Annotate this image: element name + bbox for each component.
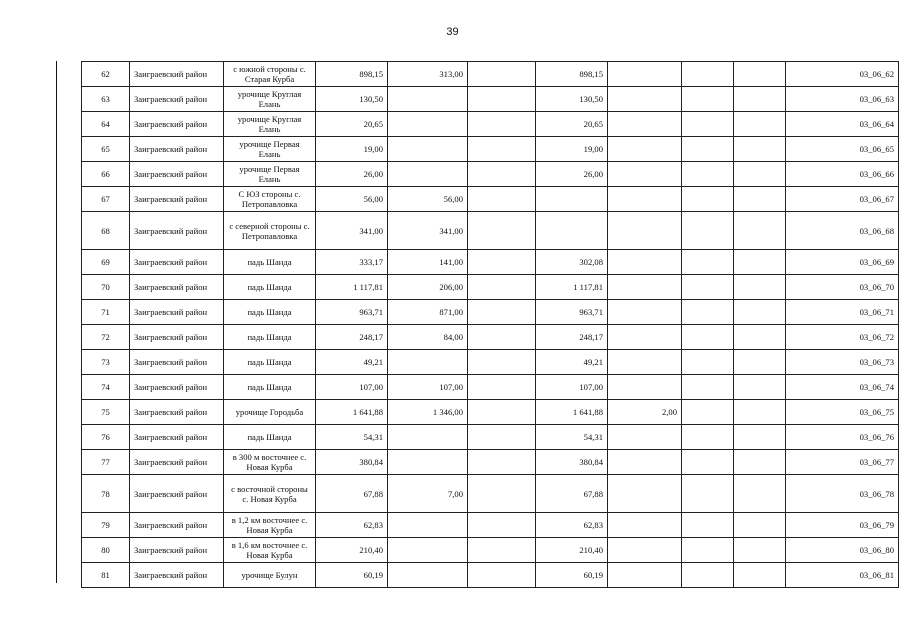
code-cell: 03_06_67 <box>786 187 899 212</box>
row-number-cell: 78 <box>82 475 130 513</box>
area-e-cell <box>608 425 682 450</box>
area-c-cell <box>468 450 536 475</box>
area-b-cell: 206,00 <box>388 275 468 300</box>
location-cell: С ЮЗ стороны с. Петропавловка <box>224 187 316 212</box>
area-b-cell <box>388 538 468 563</box>
table-row <box>82 137 899 162</box>
area-g-cell <box>734 325 786 350</box>
district-cell: Заиграевский район <box>130 250 224 275</box>
area-d-cell: 62,83 <box>536 513 608 538</box>
area-d-cell: 380,84 <box>536 450 608 475</box>
location-cell: в 1,2 км восточнее с. Новая Курба <box>224 513 316 538</box>
area-g-cell <box>734 275 786 300</box>
location-cell: падь Шанда <box>224 350 316 375</box>
area-total-cell: 898,15 <box>316 62 388 87</box>
area-b-cell <box>388 450 468 475</box>
area-d-cell: 19,00 <box>536 137 608 162</box>
area-c-cell <box>468 112 536 137</box>
area-e-cell <box>608 212 682 250</box>
location-cell: падь Шанда <box>224 275 316 300</box>
location-cell: в 1,6 км восточнее с. Новая Курба <box>224 538 316 563</box>
area-c-cell <box>468 212 536 250</box>
code-cell: 03_06_77 <box>786 450 899 475</box>
area-g-cell <box>734 563 786 588</box>
area-b-cell <box>388 112 468 137</box>
area-c-cell <box>468 475 536 513</box>
area-d-cell: 963,71 <box>536 300 608 325</box>
area-total-cell: 49,21 <box>316 350 388 375</box>
table-row <box>82 275 899 300</box>
row-number-cell: 68 <box>82 212 130 250</box>
row-number-cell: 79 <box>82 513 130 538</box>
area-e-cell <box>608 450 682 475</box>
table-row <box>82 87 899 112</box>
district-cell: Заиграевский район <box>130 275 224 300</box>
code-cell: 03_06_69 <box>786 250 899 275</box>
area-b-cell <box>388 162 468 187</box>
area-b-cell <box>388 137 468 162</box>
area-f-cell <box>682 400 734 425</box>
area-b-cell <box>388 350 468 375</box>
district-cell: Заиграевский район <box>130 212 224 250</box>
area-f-cell <box>682 300 734 325</box>
area-g-cell <box>734 350 786 375</box>
area-f-cell <box>682 325 734 350</box>
code-cell: 03_06_78 <box>786 475 899 513</box>
area-c-cell <box>468 425 536 450</box>
area-total-cell: 20,65 <box>316 112 388 137</box>
area-total-cell: 210,40 <box>316 538 388 563</box>
code-cell: 03_06_66 <box>786 162 899 187</box>
area-g-cell <box>734 87 786 112</box>
district-cell: Заиграевский район <box>130 400 224 425</box>
area-b-cell <box>388 87 468 112</box>
area-c-cell <box>468 300 536 325</box>
area-e-cell <box>608 475 682 513</box>
code-cell: 03_06_74 <box>786 375 899 400</box>
area-b-cell: 341,00 <box>388 212 468 250</box>
area-d-cell: 26,00 <box>536 162 608 187</box>
area-total-cell: 963,71 <box>316 300 388 325</box>
table-row <box>82 563 899 588</box>
district-cell: Заиграевский район <box>130 475 224 513</box>
code-cell: 03_06_75 <box>786 400 899 425</box>
code-cell: 03_06_72 <box>786 325 899 350</box>
area-b-cell: 7,00 <box>388 475 468 513</box>
area-b-cell <box>388 513 468 538</box>
location-cell: в 300 м восточнее с. Новая Курба <box>224 450 316 475</box>
area-total-cell: 341,00 <box>316 212 388 250</box>
area-d-cell: 898,15 <box>536 62 608 87</box>
district-cell: Заиграевский район <box>130 137 224 162</box>
location-cell: урочище Первая Елань <box>224 137 316 162</box>
area-total-cell: 107,00 <box>316 375 388 400</box>
area-f-cell <box>682 62 734 87</box>
district-cell: Заиграевский район <box>130 350 224 375</box>
area-b-cell: 141,00 <box>388 250 468 275</box>
code-cell: 03_06_79 <box>786 513 899 538</box>
area-e-cell <box>608 300 682 325</box>
table-row <box>82 425 899 450</box>
area-d-cell: 302,08 <box>536 250 608 275</box>
area-c-cell <box>468 563 536 588</box>
area-e-cell <box>608 62 682 87</box>
table-row <box>82 400 899 425</box>
area-f-cell <box>682 538 734 563</box>
table-row <box>82 538 899 563</box>
area-d-cell: 1 117,81 <box>536 275 608 300</box>
area-total-cell: 67,88 <box>316 475 388 513</box>
area-g-cell <box>734 513 786 538</box>
area-d-cell: 248,17 <box>536 325 608 350</box>
row-number-cell: 70 <box>82 275 130 300</box>
area-e-cell <box>608 87 682 112</box>
area-e-cell <box>608 350 682 375</box>
area-total-cell: 248,17 <box>316 325 388 350</box>
row-number-cell: 64 <box>82 112 130 137</box>
area-g-cell <box>734 425 786 450</box>
district-cell: Заиграевский район <box>130 325 224 350</box>
row-number-cell: 77 <box>82 450 130 475</box>
code-cell: 03_06_71 <box>786 300 899 325</box>
row-number-cell: 63 <box>82 87 130 112</box>
area-g-cell <box>734 375 786 400</box>
area-f-cell <box>682 350 734 375</box>
area-g-cell <box>734 475 786 513</box>
code-cell: 03_06_76 <box>786 425 899 450</box>
area-d-cell: 130,50 <box>536 87 608 112</box>
code-cell: 03_06_63 <box>786 87 899 112</box>
area-f-cell <box>682 475 734 513</box>
area-b-cell <box>388 425 468 450</box>
table-row <box>82 112 899 137</box>
area-total-cell: 26,00 <box>316 162 388 187</box>
area-c-cell <box>468 87 536 112</box>
location-cell: падь Шанда <box>224 375 316 400</box>
area-f-cell <box>682 250 734 275</box>
area-g-cell <box>734 62 786 87</box>
table-row <box>82 325 899 350</box>
area-e-cell <box>608 513 682 538</box>
area-g-cell <box>734 162 786 187</box>
area-d-cell: 210,40 <box>536 538 608 563</box>
area-e-cell <box>608 162 682 187</box>
location-cell: падь Шанда <box>224 250 316 275</box>
area-total-cell: 56,00 <box>316 187 388 212</box>
area-f-cell <box>682 187 734 212</box>
area-d-cell <box>536 212 608 250</box>
location-cell: урочище Круглая Елань <box>224 112 316 137</box>
area-e-cell: 2,00 <box>608 400 682 425</box>
area-c-cell <box>468 162 536 187</box>
area-total-cell: 1 641,88 <box>316 400 388 425</box>
code-cell: 03_06_65 <box>786 137 899 162</box>
district-cell: Заиграевский район <box>130 538 224 563</box>
area-f-cell <box>682 450 734 475</box>
area-g-cell <box>734 187 786 212</box>
area-total-cell: 60,19 <box>316 563 388 588</box>
row-number-cell: 76 <box>82 425 130 450</box>
location-cell: урочище Городьба <box>224 400 316 425</box>
page-number: 39 <box>446 26 459 38</box>
area-total-cell: 130,50 <box>316 87 388 112</box>
location-cell: падь Шанда <box>224 300 316 325</box>
district-cell: Заиграевский район <box>130 425 224 450</box>
district-cell: Заиграевский район <box>130 162 224 187</box>
table-row <box>82 162 899 187</box>
row-number-cell: 81 <box>82 563 130 588</box>
area-b-cell: 84,00 <box>388 325 468 350</box>
area-total-cell: 62,83 <box>316 513 388 538</box>
area-total-cell: 54,31 <box>316 425 388 450</box>
code-cell: 03_06_68 <box>786 212 899 250</box>
area-d-cell: 67,88 <box>536 475 608 513</box>
left-margin-rule <box>56 61 57 583</box>
row-number-cell: 65 <box>82 137 130 162</box>
area-d-cell: 60,19 <box>536 563 608 588</box>
area-g-cell <box>734 112 786 137</box>
area-c-cell <box>468 62 536 87</box>
table-row <box>82 450 899 475</box>
row-number-cell: 75 <box>82 400 130 425</box>
district-cell: Заиграевский район <box>130 112 224 137</box>
area-e-cell <box>608 250 682 275</box>
location-cell: урочище Первая Елань <box>224 162 316 187</box>
location-cell: с северной стороны с. Петропавловка <box>224 212 316 250</box>
area-e-cell <box>608 563 682 588</box>
area-e-cell <box>608 112 682 137</box>
table-row <box>82 187 899 212</box>
table-row <box>82 250 899 275</box>
location-cell: урочище Булун <box>224 563 316 588</box>
area-total-cell: 380,84 <box>316 450 388 475</box>
area-f-cell <box>682 425 734 450</box>
area-c-cell <box>468 513 536 538</box>
area-c-cell <box>468 137 536 162</box>
district-cell: Заиграевский район <box>130 62 224 87</box>
row-number-cell: 66 <box>82 162 130 187</box>
district-cell: Заиграевский район <box>130 513 224 538</box>
location-cell: урочище Круглая Елань <box>224 87 316 112</box>
area-e-cell <box>608 275 682 300</box>
area-f-cell <box>682 563 734 588</box>
area-f-cell <box>682 162 734 187</box>
code-cell: 03_06_80 <box>786 538 899 563</box>
district-cell: Заиграевский район <box>130 450 224 475</box>
area-g-cell <box>734 400 786 425</box>
area-e-cell <box>608 538 682 563</box>
code-cell: 03_06_70 <box>786 275 899 300</box>
area-d-cell: 20,65 <box>536 112 608 137</box>
area-d-cell: 49,21 <box>536 350 608 375</box>
row-number-cell: 69 <box>82 250 130 275</box>
area-g-cell <box>734 300 786 325</box>
area-g-cell <box>734 137 786 162</box>
area-d-cell <box>536 187 608 212</box>
row-number-cell: 67 <box>82 187 130 212</box>
row-number-cell: 71 <box>82 300 130 325</box>
table-row <box>82 375 899 400</box>
area-f-cell <box>682 275 734 300</box>
district-cell: Заиграевский район <box>130 300 224 325</box>
table-body <box>82 62 899 588</box>
area-f-cell <box>682 112 734 137</box>
area-c-cell <box>468 187 536 212</box>
location-cell: с южной стороны с. Старая Курба <box>224 62 316 87</box>
code-cell: 03_06_64 <box>786 112 899 137</box>
area-g-cell <box>734 450 786 475</box>
table-row <box>82 350 899 375</box>
location-cell: с восточной стороны с. Новая Курба <box>224 475 316 513</box>
area-b-cell: 1 346,00 <box>388 400 468 425</box>
area-c-cell <box>468 400 536 425</box>
area-c-cell <box>468 350 536 375</box>
area-c-cell <box>468 250 536 275</box>
area-c-cell <box>468 275 536 300</box>
area-b-cell: 107,00 <box>388 375 468 400</box>
area-f-cell <box>682 513 734 538</box>
area-b-cell: 871,00 <box>388 300 468 325</box>
table-row <box>82 212 899 250</box>
area-f-cell <box>682 87 734 112</box>
row-number-cell: 62 <box>82 62 130 87</box>
area-g-cell <box>734 250 786 275</box>
area-f-cell <box>682 375 734 400</box>
area-e-cell <box>608 375 682 400</box>
area-f-cell <box>682 137 734 162</box>
code-cell: 03_06_62 <box>786 62 899 87</box>
table-row <box>82 62 899 87</box>
data-table <box>81 61 899 588</box>
area-c-cell <box>468 325 536 350</box>
area-g-cell <box>734 212 786 250</box>
row-number-cell: 73 <box>82 350 130 375</box>
area-e-cell <box>608 325 682 350</box>
district-cell: Заиграевский район <box>130 375 224 400</box>
location-cell: падь Шанда <box>224 425 316 450</box>
area-d-cell: 54,31 <box>536 425 608 450</box>
area-d-cell: 107,00 <box>536 375 608 400</box>
row-number-cell: 74 <box>82 375 130 400</box>
area-total-cell: 1 117,81 <box>316 275 388 300</box>
table-row <box>82 513 899 538</box>
district-cell: Заиграевский район <box>130 87 224 112</box>
area-c-cell <box>468 375 536 400</box>
area-e-cell <box>608 137 682 162</box>
area-d-cell: 1 641,88 <box>536 400 608 425</box>
area-b-cell: 313,00 <box>388 62 468 87</box>
area-b-cell: 56,00 <box>388 187 468 212</box>
district-cell: Заиграевский район <box>130 563 224 588</box>
code-cell: 03_06_81 <box>786 563 899 588</box>
location-cell: падь Шанда <box>224 325 316 350</box>
table-row <box>82 300 899 325</box>
area-g-cell <box>734 538 786 563</box>
area-c-cell <box>468 538 536 563</box>
area-total-cell: 19,00 <box>316 137 388 162</box>
code-cell: 03_06_73 <box>786 350 899 375</box>
area-total-cell: 333,17 <box>316 250 388 275</box>
table-row <box>82 475 899 513</box>
area-b-cell <box>388 563 468 588</box>
district-cell: Заиграевский район <box>130 187 224 212</box>
row-number-cell: 72 <box>82 325 130 350</box>
area-f-cell <box>682 212 734 250</box>
row-number-cell: 80 <box>82 538 130 563</box>
area-e-cell <box>608 187 682 212</box>
